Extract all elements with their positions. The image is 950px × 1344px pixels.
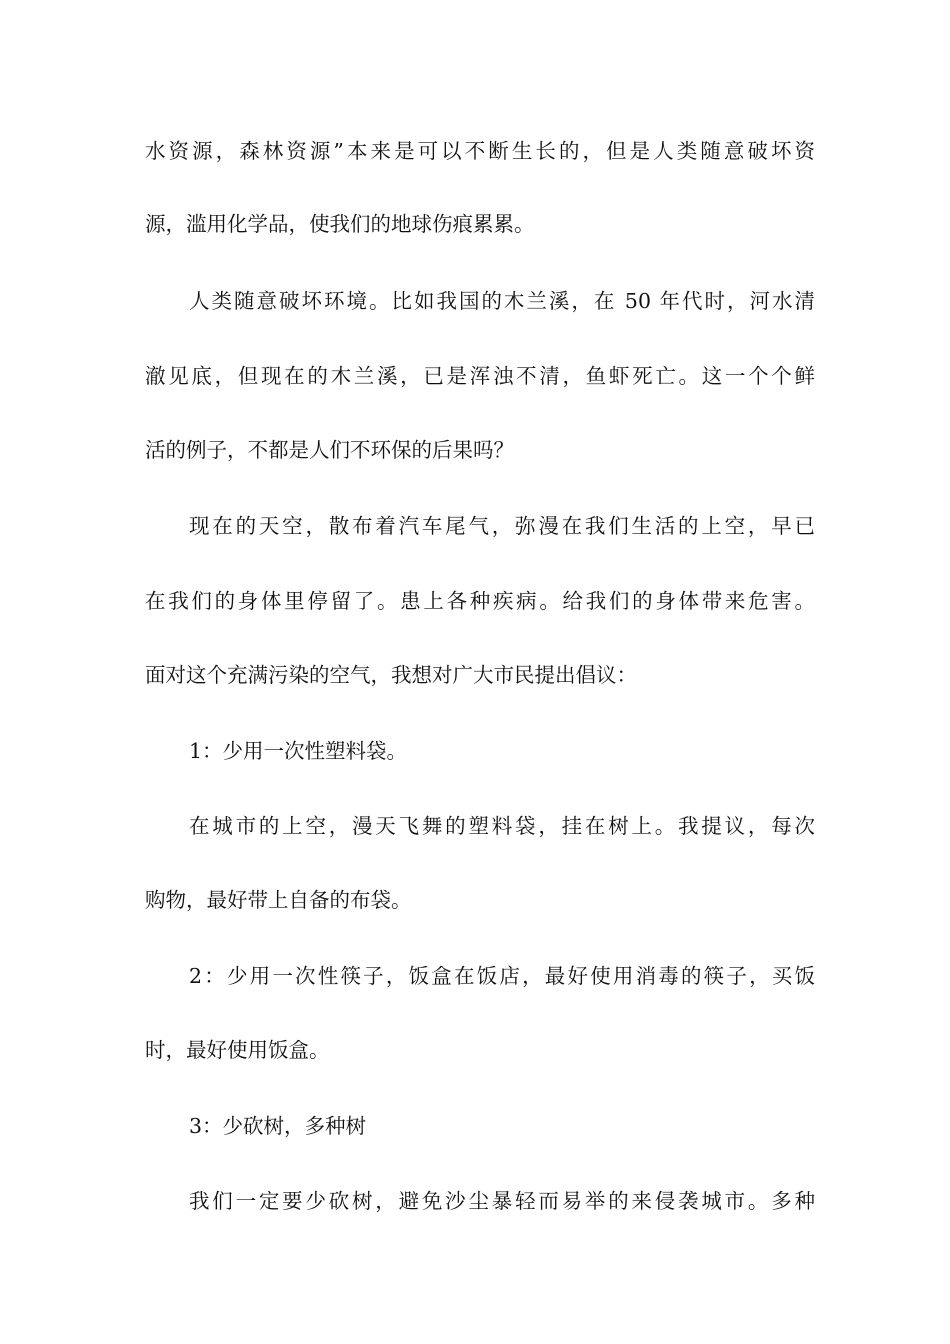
text-line: 在城市的上空，漫天飞舞的塑料袋，挂在树上。我提议，每次 [189, 814, 815, 838]
text-line: 澈见底，但现在的木兰溪，已是浑浊不清，鱼虾死亡。这一个个鲜 [145, 364, 815, 388]
text-line: 水资源，森林资源”本来是可以不断生长的，但是人类随意破坏资 [145, 139, 815, 163]
text-line: 购物，最好带上自备的布袋。 [145, 888, 412, 912]
list-item-heading: 3：少砍树，多种树 [189, 1114, 367, 1138]
text-line: 在我们的身体里停留了。患上各种疾病。给我们的身体带来危害。 [145, 589, 815, 613]
text-line: 人类随意破坏环境。比如我国的木兰溪，在 50 年代时，河水清 [189, 289, 815, 313]
text-line: 源，滥用化学品，使我们的地球伤痕累累。 [145, 212, 535, 236]
text-line: 时，最好使用饭盒。 [145, 1038, 330, 1062]
text-line: 2：少用一次性筷子，饭盒在饭店，最好使用消毒的筷子，买饭 [189, 964, 815, 988]
text-line: 活的例子，不都是人们不环保的后果吗？ [145, 438, 514, 462]
list-item-heading: 1：少用一次性塑料袋。 [189, 739, 408, 763]
text-line: 我们一定要少砍树，避免沙尘暴轻而易举的来侵袭城市。多种 [189, 1189, 815, 1213]
text-line: 现在的天空，散布着汽车尾气，弥漫在我们生活的上空，早已 [189, 514, 815, 538]
text-line: 面对这个充满污染的空气，我想对广大市民提出倡议： [145, 663, 637, 687]
